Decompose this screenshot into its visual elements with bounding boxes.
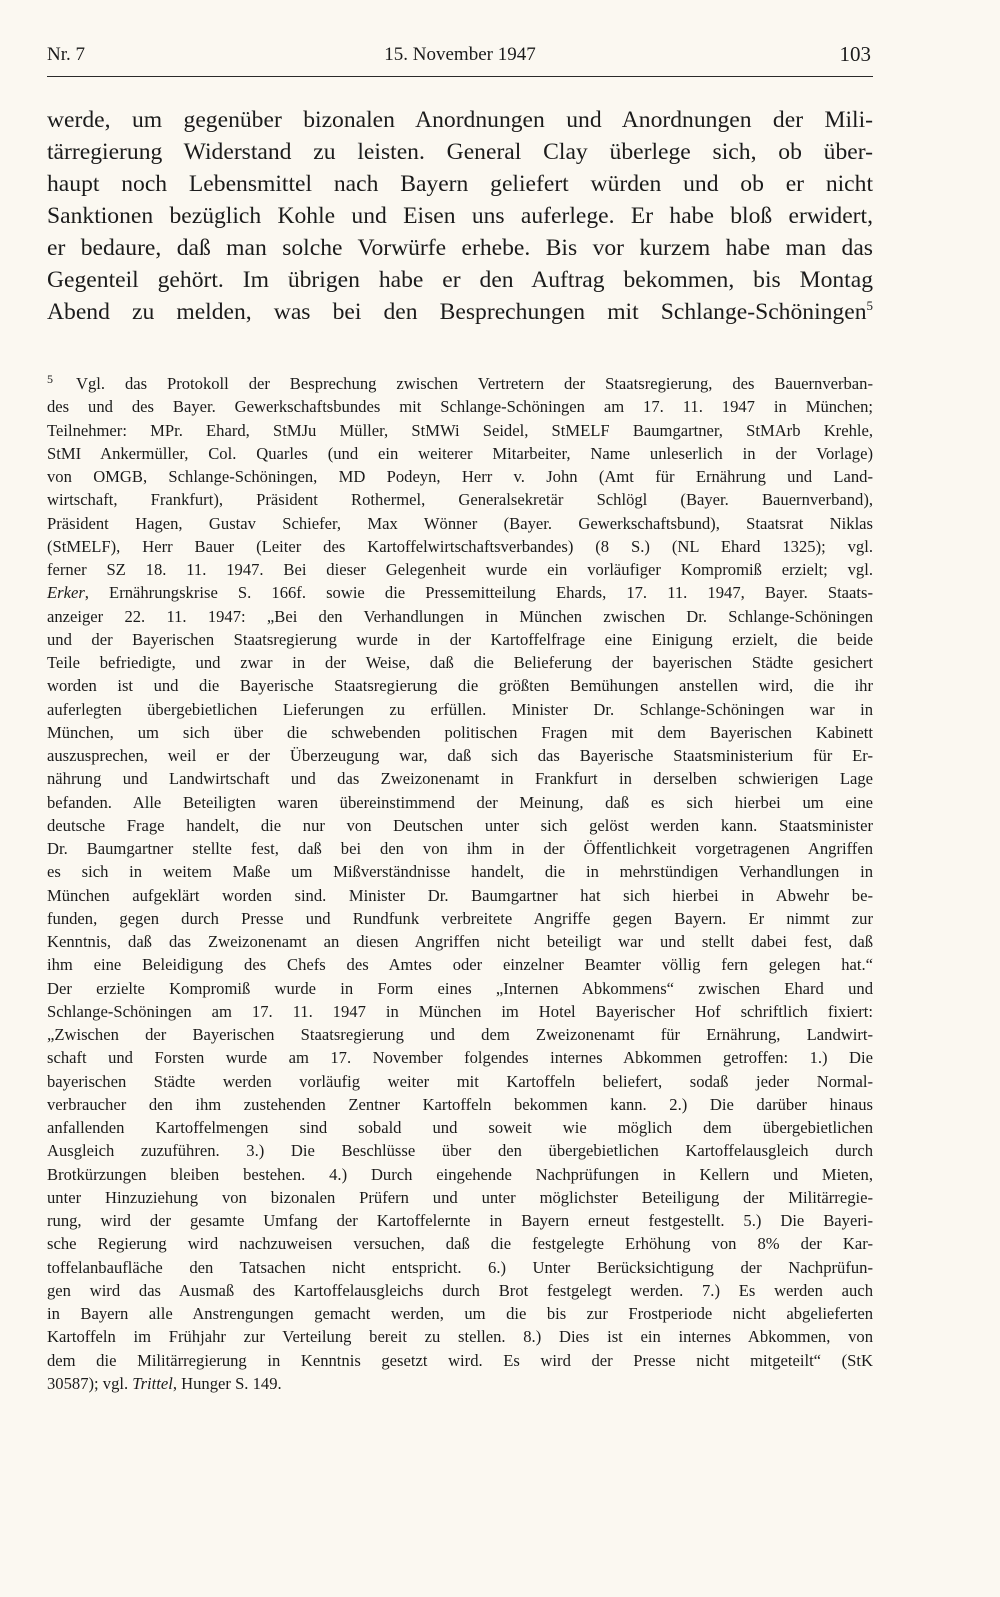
footnote-text-segment: München aufgeklärt worden sind. Minister Dr. Baumgartner hat sich hierbei in Abwehr be-: [47, 885, 873, 905]
body-line: Gegenteil gehört. Im übrigen habe er den Auftrag bekommen, bis Montag: [47, 267, 873, 293]
footnote-line: [47, 698, 873, 721]
footnote-text-segment: in Bayern alle Anstrengungen gemacht werden, um die bis zur Frostperiode nicht abgelieferten: [47, 1304, 873, 1323]
footnote-line: [47, 1256, 873, 1279]
footnote-line: [47, 1139, 873, 1162]
body-line: Sanktionen bezüglich Kohle und Eisen uns auferlege. Er habe bloß erwidert,: [47, 203, 873, 229]
footnote-line: [47, 628, 873, 651]
footnote-line: [47, 1070, 873, 1093]
footnote-text-segment: wirtschaft, Frankfurt), Präsident Rothermel, Generalsekretär Schlögl (Bayer. Bauernverband),: [47, 490, 873, 510]
footnote-line: [47, 860, 873, 883]
footnote-text-segment: Vgl. das Protokoll der Besprechung zwischen Vertretern der Staatsregierung, des Bauernverban-: [76, 374, 873, 393]
footnote-text-segment: Ausgleich zuzuführen. 3.) Die Beschlüsse über den übergebietlichen Kartoffelausgleich durch: [47, 1141, 873, 1161]
footnote-line: [47, 1302, 873, 1325]
body-line: er bedaure, daß man solche Vorwürfe erhebe. Bis vor kurzem habe man das: [47, 235, 873, 261]
footnote-line: [76, 372, 873, 395]
footnote-text-segment: ihm eine Beleidigung des Chefs des Amtes oder einzelner Beamter völlig fern gelegen hat.“: [47, 955, 873, 975]
footnote-reference[interactable]: 5: [866, 298, 873, 313]
footnote-line: [47, 791, 873, 814]
footnote-text-segment: funden, gegen durch Presse und Rundfunk verbreitete Angriffe gegen Bayern. Er nimmt zur: [47, 908, 873, 928]
header-date: 15. November 1947: [384, 44, 536, 65]
footnote-text-segment: (StMELF), Herr Bauer (Leiter des Kartoffelwirtschaftsverbandes) (8 S.) (NL Ehard 1325); vgl.: [47, 536, 873, 556]
footnote-line: [47, 651, 873, 674]
footnote-line: [47, 395, 873, 418]
footnote-line: [47, 1116, 873, 1139]
footnote-line: [47, 1163, 873, 1186]
footnote-text-segment: , Ernährungskrise S. 166f. sowie die Pressemitteilung Ehards, 17. 11. 1947, Bayer. Staats-: [84, 583, 873, 603]
footnote-line: [47, 488, 873, 511]
footnote-line: [47, 767, 873, 790]
footnote-text-segment: „Zwischen der Bayerischen Staatsregierung und dem Zweizonenamt für Ernährung, Landwirt-: [47, 1025, 873, 1044]
footnote-text-segment: schaft und Forsten wurde am 17. November folgendes internes Abkommen getroffen: 1.) Die: [47, 1048, 873, 1068]
footnote-text-segment: Schlange-Schöningen am 17. 11. 1947 in München im Hotel Bayerischer Hof schriftlich fixiert:: [47, 1001, 873, 1021]
footnote-line: [47, 1209, 873, 1232]
footnote-line: [47, 535, 873, 558]
footnote-text-segment: dem die Militärregierung in Kenntnis gesetzt wird. Es wird der Presse nicht mitgeteilt“ (StK: [47, 1350, 873, 1370]
footnote-text-segment: es sich in weitem Maße um Mißverständnisse handelt, die in mehrstündigen Verhandlungen in: [47, 862, 873, 882]
footnote-text-segment: Präsident Hagen, Gustav Schiefer, Max Wönner (Bayer. Gewerkschaftsbund), Staatsrat Niklas: [47, 513, 873, 533]
footnote-text-segment: München, um sich über die schwebenden politischen Fragen mit dem Bayerischen Kabinett: [47, 722, 873, 742]
footnote-line: [47, 1046, 873, 1069]
footnote-text: [47, 372, 873, 1395]
footnote-text-segment: anfallenden Kartoffelmengen sind sobald und soweit wie möglich dem übergebietlichen: [47, 1118, 873, 1137]
footnote-text-segment: worden ist und die Bayerische Staatsregierung die größten Bemühungen anstellen wird, die ihr: [47, 676, 873, 696]
body-line: haupt noch Lebensmittel nach Bayern geliefert würden und ob er nicht: [47, 171, 873, 197]
footnote-text-segment: Der erzielte Kompromiß wurde in Form eines „Internen Abkommens“ zwischen Ehard und: [47, 978, 873, 998]
footnote-text-segment: verbraucher den ihm zustehenden Zentner Kartoffeln bekommen kann. 2.) Die darüber hinaus: [47, 1094, 873, 1114]
footnote-line: [47, 837, 873, 860]
footnote-text-segment: rung, wird der gesamte Umfang der Kartoffelernte in Bayern erneut festgestellt. 5.) Die Bayeri-: [47, 1211, 873, 1230]
footnote-text-segment: und der Bayerischen Staatsregierung wurde in der Kartoffelfrage eine Einigung erzielt, die beide: [47, 629, 873, 649]
footnote-text-segment: toffelanbaufläche den Tatsachen nicht entspricht. 6.) Unter Berücksichtigung der Nachprüfun-: [47, 1257, 873, 1277]
footnote-line: [47, 419, 873, 442]
footnote-line: [47, 1000, 873, 1023]
running-header: [47, 42, 873, 77]
footnote-line: [47, 884, 873, 907]
footnote-text-segment: anzeiger 22. 11. 1947: „Bei den Verhandlungen in München zwischen Dr. Schlange-Schöningen: [47, 606, 873, 626]
footnote-line: [47, 581, 873, 604]
body-line-text: Abend zu melden, was bei den Besprechungen mit Schlange-Schöningen: [47, 299, 867, 325]
footnote-line: [47, 1093, 873, 1116]
footnote-line: [47, 977, 873, 1000]
footnote-line: [47, 1023, 873, 1046]
footnote-line: [47, 558, 873, 581]
footnote-line: [47, 674, 873, 697]
footnote-line: [47, 953, 873, 976]
footnote-5: [47, 372, 873, 1395]
body-line: werde, um gegenüber bizonalen Anordnungen und Anordnungen der Mili-: [47, 107, 873, 133]
footnote-line: [47, 1325, 873, 1348]
footnote-line: [47, 465, 873, 488]
footnote-line: [47, 1232, 873, 1255]
footnote-text-segment: unter Hinzuziehung von bizonalen Prüfern und unter möglichster Beteiligung der Militärregie-: [47, 1187, 873, 1207]
footnote-text-segment: , Hunger S. 149.: [172, 1373, 282, 1393]
footnote-text-segment: StMI Ankermüller, Col. Quarles (und ein weiterer Mitarbeiter, Name unleserlich in der Vorlage): [47, 443, 873, 463]
footnote-line: [47, 907, 873, 930]
footnote-citation-author: Trittel: [132, 1373, 173, 1393]
footnote-line: [47, 1372, 873, 1395]
body-line: tärregierung Widerstand zu leisten. General Clay überlege sich, ob über-: [47, 139, 873, 165]
body-line: [47, 296, 873, 328]
footnote-text-segment: Brotkürzungen bleiben bestehen. 4.) Durch eingehende Nachprüfungen in Kellern und Mieten,: [47, 1164, 873, 1184]
footnote-line: [47, 605, 873, 628]
footnote-number: 5: [47, 372, 53, 386]
footnote-text-segment: nährung und Landwirtschaft und das Zweizonenamt in Frankfurt in derselben schwierigen Lage: [47, 769, 873, 789]
footnote-text-segment: Kartoffeln im Frühjahr zur Verteilung bereit zu stellen. 8.) Dies ist ein internes Abkommen, von: [47, 1327, 873, 1347]
page-number: 103: [839, 42, 871, 66]
footnote-text-segment: deutsche Frage handelt, die nur von Deutschen unter sich gelöst werden kann. Staatsminister: [47, 815, 873, 835]
footnote-citation-author: Erker: [47, 583, 85, 603]
footnote-text-segment: Dr. Baumgartner stellte fest, daß bei den von ihm in der Öffentlichkeit vorgetragenen Angriffen: [47, 839, 873, 858]
footnote-text-segment: bayerischen Städte werden vorläufig weiter mit Kartoffeln beliefert, sodaß jeder Normal-: [47, 1071, 873, 1091]
footnote-line: [47, 814, 873, 837]
footnote-text-segment: Teilnehmer: MPr. Ehard, StMJu Müller, StMWi Seidel, StMELF Baumgartner, StMArb Krehle,: [47, 420, 873, 440]
footnote-text-segment: Teile befriedigte, und zwar in der Weise, daß die Belieferung der bayerischen Städte gesichert: [47, 653, 873, 672]
footnote-line: [47, 512, 873, 535]
footnote-line: [47, 1279, 873, 1302]
body-paragraph: [47, 104, 873, 328]
footnote-text-segment: von OMGB, Schlange-Schöningen, MD Podeyn, Herr v. John (Amt für Ernährung und Land-: [47, 467, 873, 486]
footnote-text-segment: sche Regierung wird nachzuweisen versuchen, daß die festgelegte Erhöhung von 8% der Kar-: [47, 1234, 873, 1254]
footnote-line: [47, 442, 873, 465]
footnote-text-segment: auszusprechen, weil er der Überzeugung war, daß sich das Bayerische Staatsministerium für Er-: [47, 746, 873, 765]
footnote-line: [47, 1349, 873, 1372]
footnote-text-segment: befanden. Alle Beteiligten waren übereinstimmend der Meinung, daß es sich hierbei um eine: [47, 792, 873, 812]
footnote-line: [47, 721, 873, 744]
footnote-line: [47, 930, 873, 953]
footnote-text-segment: auferlegten übergebietlichen Lieferungen zu erfüllen. Minister Dr. Schlange-Schöningen war in: [47, 699, 873, 719]
footnote-text-segment: gen wird das Ausmaß des Kartoffelausgleichs durch Brot festgelegt werden. 7.) Es werden auch: [47, 1280, 873, 1300]
footnote-text-segment: 30587); vgl.: [47, 1373, 133, 1393]
footnote-text-segment: Kenntnis, daß das Zweizonenamt an diesen Angriffen nicht beteiligt war und stellt dabei fest, daß: [47, 932, 873, 951]
footnote-text-segment: ferner SZ 18. 11. 1947. Bei dieser Gelegenheit wurde ein vorläufiger Kompromiß erzielt; vgl.: [47, 560, 873, 579]
footnote-line: [47, 1186, 873, 1209]
footnote-line: [47, 744, 873, 767]
issue-number: Nr. 7: [47, 44, 85, 65]
footnote-text-segment: des und des Bayer. Gewerkschaftsbundes mit Schlange-Schöningen am 17. 11. 1947 in München;: [47, 397, 873, 417]
